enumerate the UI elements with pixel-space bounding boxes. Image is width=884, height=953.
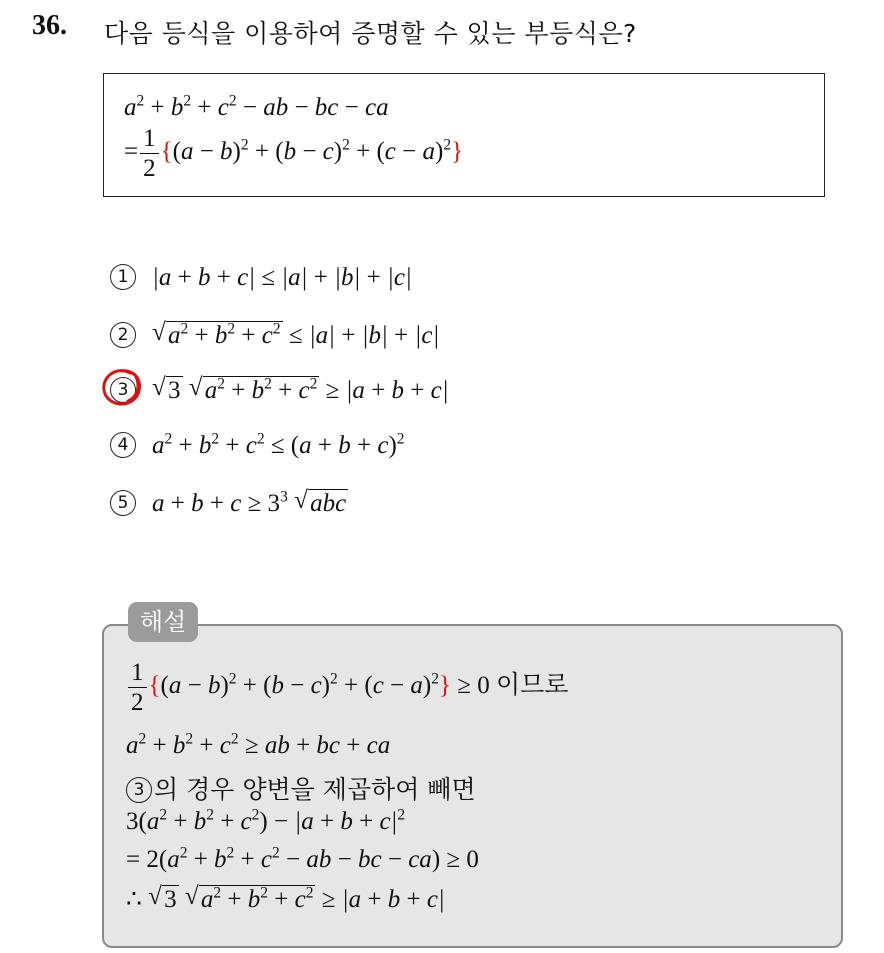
option-1[interactable]: 1 |a + b + c| ≤ |a| + |b| + |c| (110, 264, 412, 292)
solution-line-2: $a^2 + b^2 + c^2$ ≥ ab + bc + ca (126, 730, 391, 759)
solution-line-4: $3(a^2 + b^2 + c^2) - |a + b + c|^2$ (126, 806, 406, 835)
identity-line-1: $a^2 + b^2 + c^2$ − ab − bc − ca (124, 92, 389, 121)
option-number: 3 (110, 377, 136, 403)
identity-box (103, 73, 825, 197)
question-number: 36. (32, 10, 67, 41)
identity-line-2: = $\frac{1}{2}$ $\{(a - b)^2 + (b - c)^2 + (c - a)^2\}$ (124, 125, 464, 182)
option-2[interactable]: 2 √ $a^2 + b^2 + c^2 \le |a| + |b| + |c|$ (110, 321, 439, 350)
solution-tag: 해설 (128, 602, 198, 642)
solution-line-6: ∴ √ 3 √ $a^2 + b^2 + c^2 \ge |a + b + c|$ (126, 883, 445, 913)
option-number: 4 (110, 432, 136, 458)
option-4[interactable]: 4 $a^2 + b^2 + c^2 \le (a + b + c)^2$ (110, 432, 405, 460)
answer-mark-icon (100, 367, 144, 409)
solution-box (102, 624, 843, 948)
question-text: 다음 등식을 이용하여 증명할 수 있는 부등식은? (104, 19, 637, 48)
solution-line-5: = $2(a^2 + b^2 + c^2$ − ab − bc − ca) ≥ 0 (126, 844, 479, 873)
option-3[interactable]: 3 √ 3 √ $a^2 + b^2 + c^2 \ge |a + b + c|$ (110, 376, 449, 405)
solution-line-3: 3 의 경우 양변을 제곱하여 빼면 (126, 770, 476, 806)
option-number: 1 (110, 264, 136, 290)
solution-suffix: 이므로 (495, 670, 569, 700)
option-5[interactable]: 5 $a + b + c \ge 3^3$ √ abc (110, 489, 348, 518)
option-number: 5 (110, 490, 136, 516)
option-number: 2 (110, 322, 136, 348)
solution-line-1: $\frac{1}{2}$ $\{(a - b)^2 + (b - c)^2 + (c - a)^2\} \ge 0$ 이므로 (126, 660, 568, 715)
